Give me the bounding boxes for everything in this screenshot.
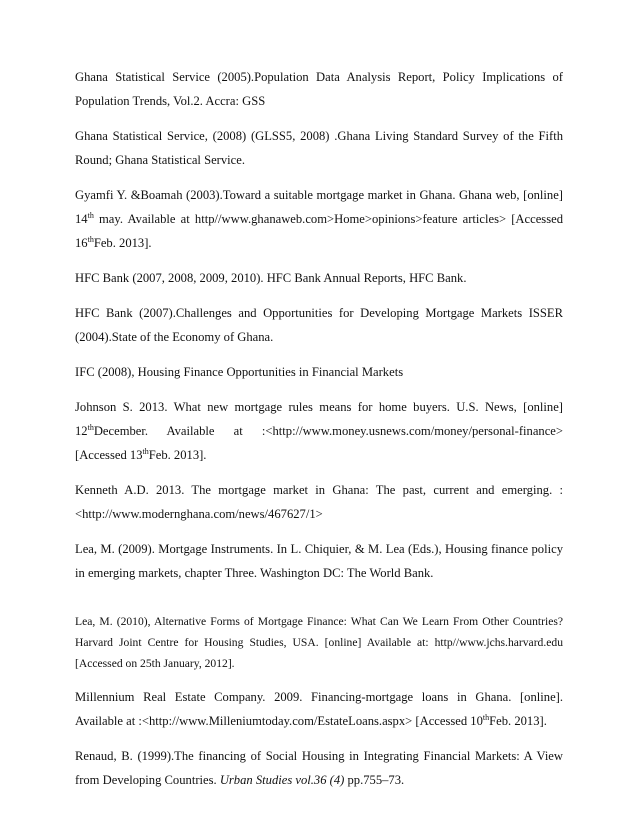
reference-ghana-statistical-service-2005: Ghana Statistical Service (2005).Population Data Analysis Report, Policy Implications of Population Trends, Vol.2. Accra: GSS	[75, 70, 563, 108]
reference-lea-2009: Lea, M. (2009). Mortgage Instruments. In L. Chiquier, & M. Lea (Eds.), Housing finance policy in emerging markets, chapter Three. Washington DC: The World Bank.	[75, 542, 563, 580]
reference-text: December. Available at :<http://www.money.usnews.com/money/personal-finance> [Accessed 13	[75, 424, 563, 462]
reference-gyamfi-boamah-2003	[75, 183, 563, 255]
reference-text: pp.755–73.	[344, 773, 405, 787]
reference-lea-2010: Lea, M. (2010), Alternative Forms of Mortgage Finance: What Can We Learn From Other Countries? Harvard Joint Centre for Housing Studies, USA. [online] Available at: http//www.jchs.harvard.edu [Accessed on 25th January, 2012].	[75, 615, 563, 670]
reference-text: Millennium Real Estate Company. 2009. Financing-mortgage loans in Ghana. [online]. Available at :<http://www.Milleniumtoday.com/EstateLoans.aspx> [Accessed 10	[75, 690, 563, 728]
reference-text: Johnson S. 2013. What new mortgage rules means for home buyers. U.S. News, [online] 12	[75, 400, 563, 438]
reference-kenneth-2013: Kenneth A.D. 2013. The mortgage market in Ghana: The past, current and emerging. :<http://www.modernghana.com/news/467627/1>	[75, 483, 563, 521]
ordinal-superscript: th	[87, 211, 94, 220]
reference-renaud-1999	[75, 744, 563, 792]
ordinal-superscript: th	[482, 713, 490, 722]
reference-text: may. Available at http//www.ghanaweb.com>Home>opinions>feature articles> [Accessed 16	[75, 212, 563, 250]
reference-johnson-2013	[75, 395, 563, 467]
reference-text: Feb. 2013].	[489, 714, 547, 728]
reference-text: Feb. 2013].	[148, 448, 207, 462]
reference-text: Gyamfi Y. &Boamah (2003).Toward a suitable mortgage market in Ghana. Ghana web, [online] 14	[75, 188, 563, 226]
reference-ghana-statistical-service-2008: Ghana Statistical Service, (2008) (GLSS5, 2008) .Ghana Living Standard Survey of the Fifth Round; Ghana Statistical Service.	[75, 129, 563, 167]
ordinal-superscript: th	[142, 447, 149, 456]
reference-ifc-2008: IFC (2008), Housing Finance Opportunities in Financial Markets	[75, 365, 404, 379]
reference-hfc-bank-2007: HFC Bank (2007).Challenges and Opportunities for Developing Mortgage Markets ISSER (2004).State of the Economy of Ghana.	[75, 306, 563, 344]
reference-text: Feb. 2013].	[93, 236, 152, 250]
reference-text: Renaud, B. (1999).The financing of Social Housing in Integrating Financial Markets: A View from Developing Countries.	[75, 749, 563, 787]
journal-title: Urban Studies vol.36 (4)	[219, 773, 345, 787]
reference-hfc-bank-annual-reports: HFC Bank (2007, 2008, 2009, 2010). HFC Bank Annual Reports, HFC Bank.	[75, 271, 467, 285]
reference-millennium-real-estate-2009	[75, 685, 563, 733]
ordinal-superscript: th	[87, 235, 94, 244]
reference-list	[75, 65, 563, 803]
ordinal-superscript: th	[87, 423, 94, 432]
